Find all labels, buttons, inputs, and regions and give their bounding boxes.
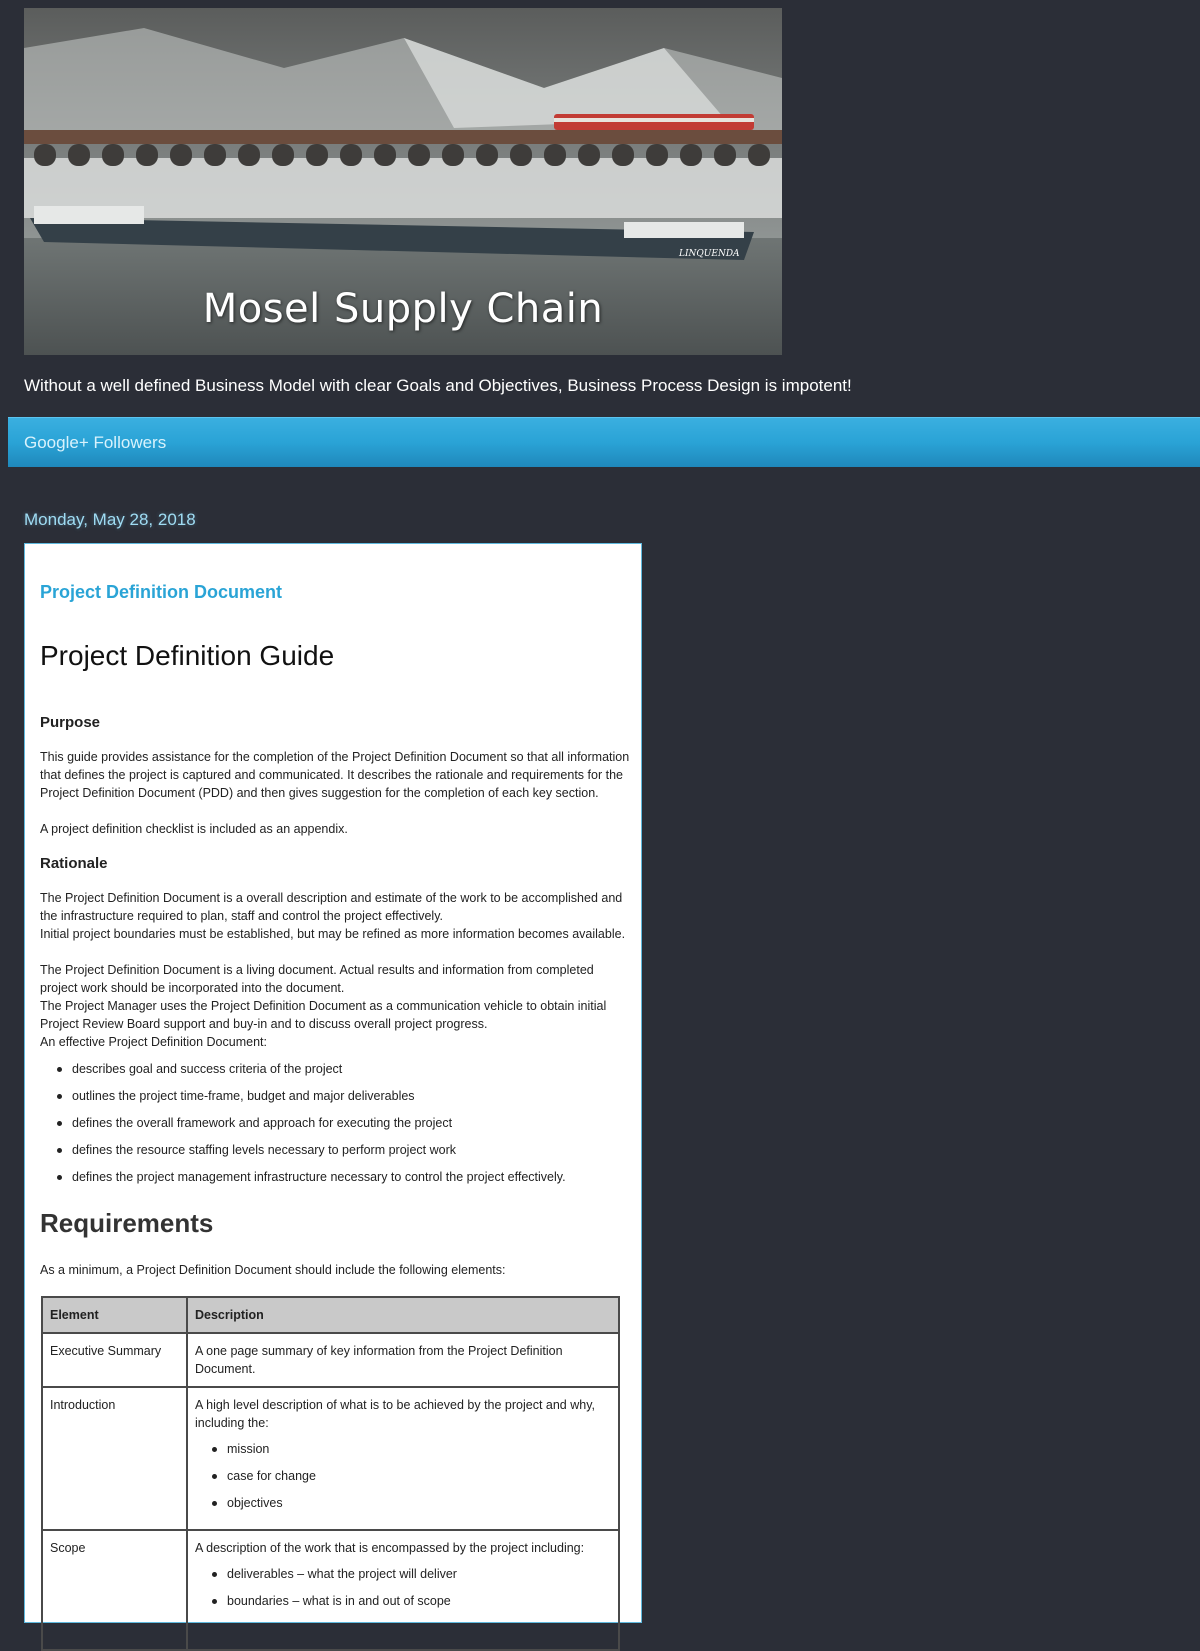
table-row	[42, 1333, 619, 1387]
cell-description-text: A one page summary of key information from the Project Definition Document.	[195, 1344, 563, 1376]
list-item: describes goal and success criteria of the project	[40, 1060, 630, 1087]
post-title-link[interactable]: Project Definition Document	[40, 582, 283, 602]
nav-item-google-followers[interactable]: Google+ Followers	[24, 433, 167, 452]
list-item: defines the project management infrastructure necessary to control the project effectively.	[40, 1168, 630, 1195]
cell-description-text: A high level description of what is to be achieved by the project and why, including the:	[195, 1398, 596, 1430]
post-date: Monday, May 28, 2018	[24, 510, 196, 529]
list-item: defines the overall framework and approach for executing the project	[40, 1114, 630, 1141]
purpose-text: This guide provides assistance for the completion of the Project Definition Document so that all information that defines the project is captured and communicated. It describes the rationale and requirements for the Project Definition Document (PDD) and then gives suggestion for the completion of each key section.	[40, 750, 630, 800]
nav-bar	[8, 417, 1200, 467]
list-item: outlines the project time-frame, budget and major deliverables	[40, 1087, 630, 1114]
table-cell-description	[187, 1333, 619, 1387]
table-cell-element: Executive Summary	[42, 1333, 187, 1387]
table-header-row	[42, 1297, 619, 1333]
rationale-heading: Rationale	[40, 855, 108, 872]
requirements-heading: Requirements	[40, 1208, 214, 1238]
table-cell-element: Scope	[42, 1530, 187, 1650]
rationale-p1: The Project Definition Document is a overall description and estimate of the work to be accomplished and the infrastructure required to plan, staff and control the project effectively.	[40, 891, 623, 923]
list-item: objectives	[195, 1494, 611, 1521]
table-cell-element: Introduction	[42, 1387, 187, 1530]
blog-tagline: Without a well defined Business Model with clear Goals and Objectives, Business Process Design is impotent!	[24, 376, 852, 395]
guide-title: Project Definition Guide	[40, 640, 335, 671]
table-row	[42, 1530, 619, 1650]
purpose-text-2: A project definition checklist is included as an appendix.	[40, 822, 348, 836]
column-header-element: Element	[42, 1297, 187, 1333]
column-header-description: Description	[187, 1297, 619, 1333]
list-item: case for change	[195, 1467, 611, 1494]
cell-description-text: A description of the work that is encompassed by the project including:	[195, 1541, 585, 1555]
requirements-table	[41, 1296, 620, 1651]
table-cell-description	[187, 1387, 619, 1530]
table-cell-description	[187, 1530, 619, 1650]
list-item: boundaries – what is in and out of scope	[195, 1592, 611, 1619]
rationale-bullets	[40, 1060, 630, 1195]
boat-name-label: LINQUENDA	[679, 249, 740, 259]
rationale-p3: The Project Definition Document is a living document. Actual results and information from completed project work should be incorporated into the document.	[40, 963, 594, 995]
header-banner[interactable]	[24, 8, 782, 355]
rationale-p5: An effective Project Definition Document:	[40, 1035, 267, 1049]
purpose-heading: Purpose	[40, 714, 101, 731]
blog-title[interactable]: Mosel Supply Chain	[202, 286, 604, 332]
list-item: mission	[195, 1440, 611, 1467]
cell-bullets	[195, 1565, 611, 1619]
rationale-p2: Initial project boundaries must be established, but may be refined as more information becomes available.	[40, 927, 626, 941]
cell-bullets	[195, 1440, 611, 1521]
list-item: deliverables – what the project will deliver	[195, 1565, 611, 1592]
requirements-intro: As a minimum, a Project Definition Document should include the following elements:	[40, 1263, 506, 1277]
post-body	[24, 543, 642, 1623]
rationale-p4: The Project Manager uses the Project Definition Document as a communication vehicle to obtain initial Project Review Board support and buy-in and to discuss overall project progress.	[40, 999, 607, 1031]
list-item: defines the resource staffing levels necessary to perform project work	[40, 1141, 630, 1168]
table-row	[42, 1387, 619, 1530]
